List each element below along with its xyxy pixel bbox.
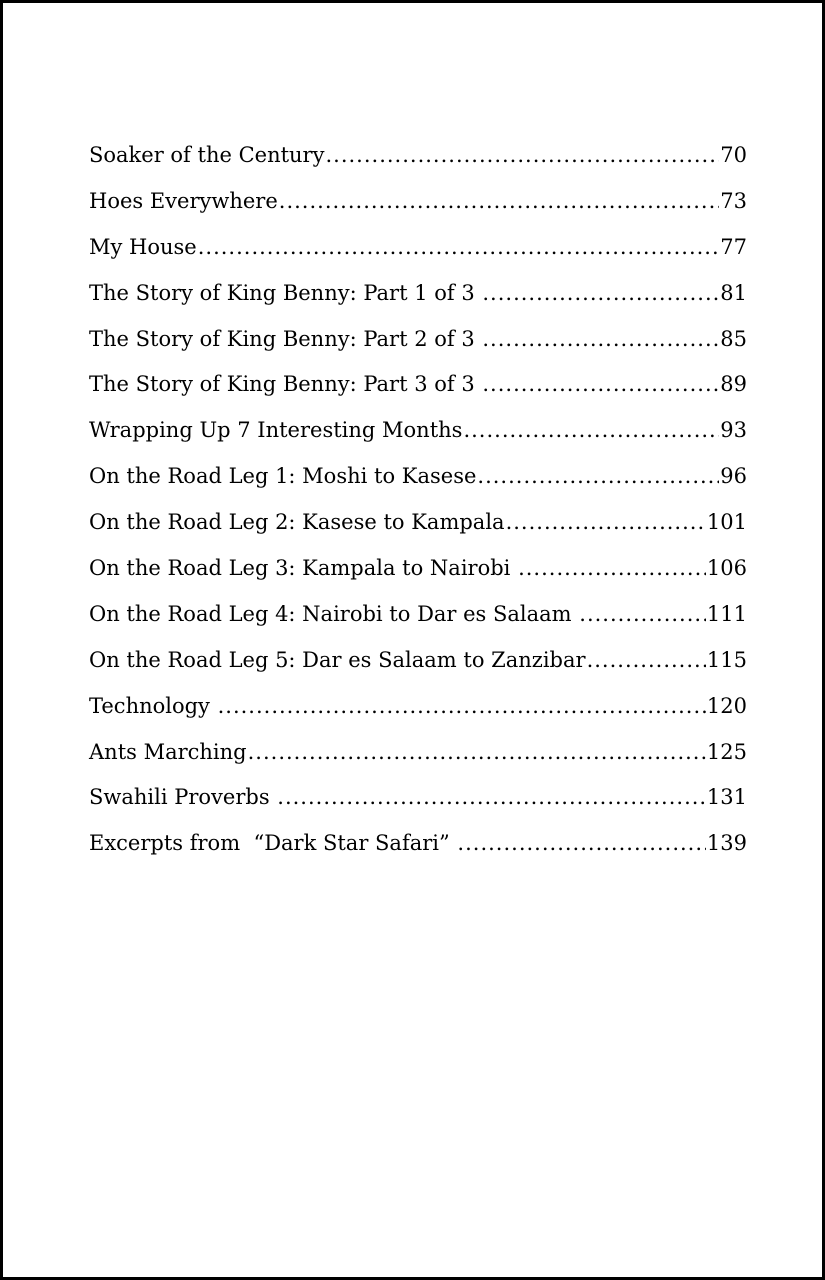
toc-entry-page-number: 73: [720, 188, 747, 213]
toc-entry-page-number: 139: [706, 831, 747, 856]
toc-entry: [89, 327, 747, 373]
toc-entry-page-number: 93: [720, 418, 747, 443]
toc-dot-leader: [277, 785, 706, 809]
toc-entry-page-number: 106: [706, 556, 747, 581]
toc-entry: [89, 372, 747, 418]
toc-dot-leader: [482, 327, 719, 351]
toc-dot-leader: [463, 418, 719, 442]
toc-dot-leader: [457, 831, 705, 855]
toc-entry-title: On the Road Leg 4: Nairobi to Dar es Salaam: [89, 601, 579, 626]
toc-entry: [89, 464, 747, 510]
toc-entry-title: Ants Marching: [89, 739, 247, 764]
toc-entry: [89, 235, 747, 281]
toc-entry: [89, 648, 747, 694]
toc-entry-page-number: 85: [720, 326, 747, 351]
toc-entry-title: On the Road Leg 1: Moshi to Kasese: [89, 464, 477, 489]
toc-entry: [89, 740, 747, 786]
toc-entry-title: On the Road Leg 2: Kasese to Kampala: [89, 510, 505, 535]
toc-entry-title: On the Road Leg 3: Kampala to Nairobi: [89, 556, 518, 581]
toc-dot-leader: [218, 694, 706, 718]
toc-entry: [89, 418, 747, 464]
toc-dot-leader: [325, 143, 719, 167]
toc-entry-title: Soaker of the Century: [89, 143, 325, 167]
toc-entry-page-number: 70: [720, 143, 747, 167]
toc-entry-page-number: 96: [720, 464, 747, 489]
toc-entry-title: Swahili Proverbs: [89, 785, 277, 810]
toc-entry-page-number: 89: [720, 372, 747, 397]
toc-dot-leader: [579, 602, 706, 626]
toc-dot-leader: [482, 372, 719, 396]
toc-entry: [89, 281, 747, 327]
toc-entry: [89, 189, 747, 235]
toc-entry: [89, 831, 747, 877]
toc-entry-page-number: 111: [706, 601, 747, 626]
toc-entry: [89, 556, 747, 602]
toc-entry-page-number: 120: [706, 693, 747, 718]
toc-entry-page-number: 101: [706, 510, 747, 535]
toc-entry-title: The Story of King Benny: Part 2 of 3: [89, 326, 482, 351]
toc-entry: [89, 694, 747, 740]
toc-dot-leader: [482, 281, 719, 305]
toc-dot-leader: [198, 235, 720, 259]
toc-entry-page-number: 131: [706, 785, 747, 810]
toc-entry: [89, 143, 747, 189]
toc-dot-leader: [587, 648, 706, 672]
toc-entry: [89, 510, 747, 556]
table-of-contents: [89, 143, 747, 877]
toc-dot-leader: [248, 740, 706, 764]
toc-dot-leader: [477, 464, 719, 488]
toc-dot-leader: [518, 556, 706, 580]
toc-entry-title: Hoes Everywhere: [89, 188, 278, 213]
toc-dot-leader: [279, 189, 720, 213]
toc-entry-title: Excerpts from “Dark Star Safari”: [89, 831, 457, 856]
toc-entry-title: Technology: [89, 693, 217, 718]
toc-entry-page-number: 81: [720, 280, 747, 305]
toc-entry-page-number: 125: [706, 739, 747, 764]
toc-entry-title: Wrapping Up 7 Interesting Months: [89, 418, 463, 443]
toc-entry-page-number: 115: [706, 647, 747, 672]
toc-entry-title: My House: [89, 234, 197, 259]
toc-dot-leader: [506, 510, 706, 534]
toc-entry-page-number: 77: [720, 234, 747, 259]
toc-entry: [89, 785, 747, 831]
toc-entry-title: The Story of King Benny: Part 1 of 3: [89, 280, 482, 305]
toc-entry-title: On the Road Leg 5: Dar es Salaam to Zanzibar: [89, 647, 586, 672]
toc-entry: [89, 602, 747, 648]
toc-entry-title: The Story of King Benny: Part 3 of 3: [89, 372, 482, 397]
